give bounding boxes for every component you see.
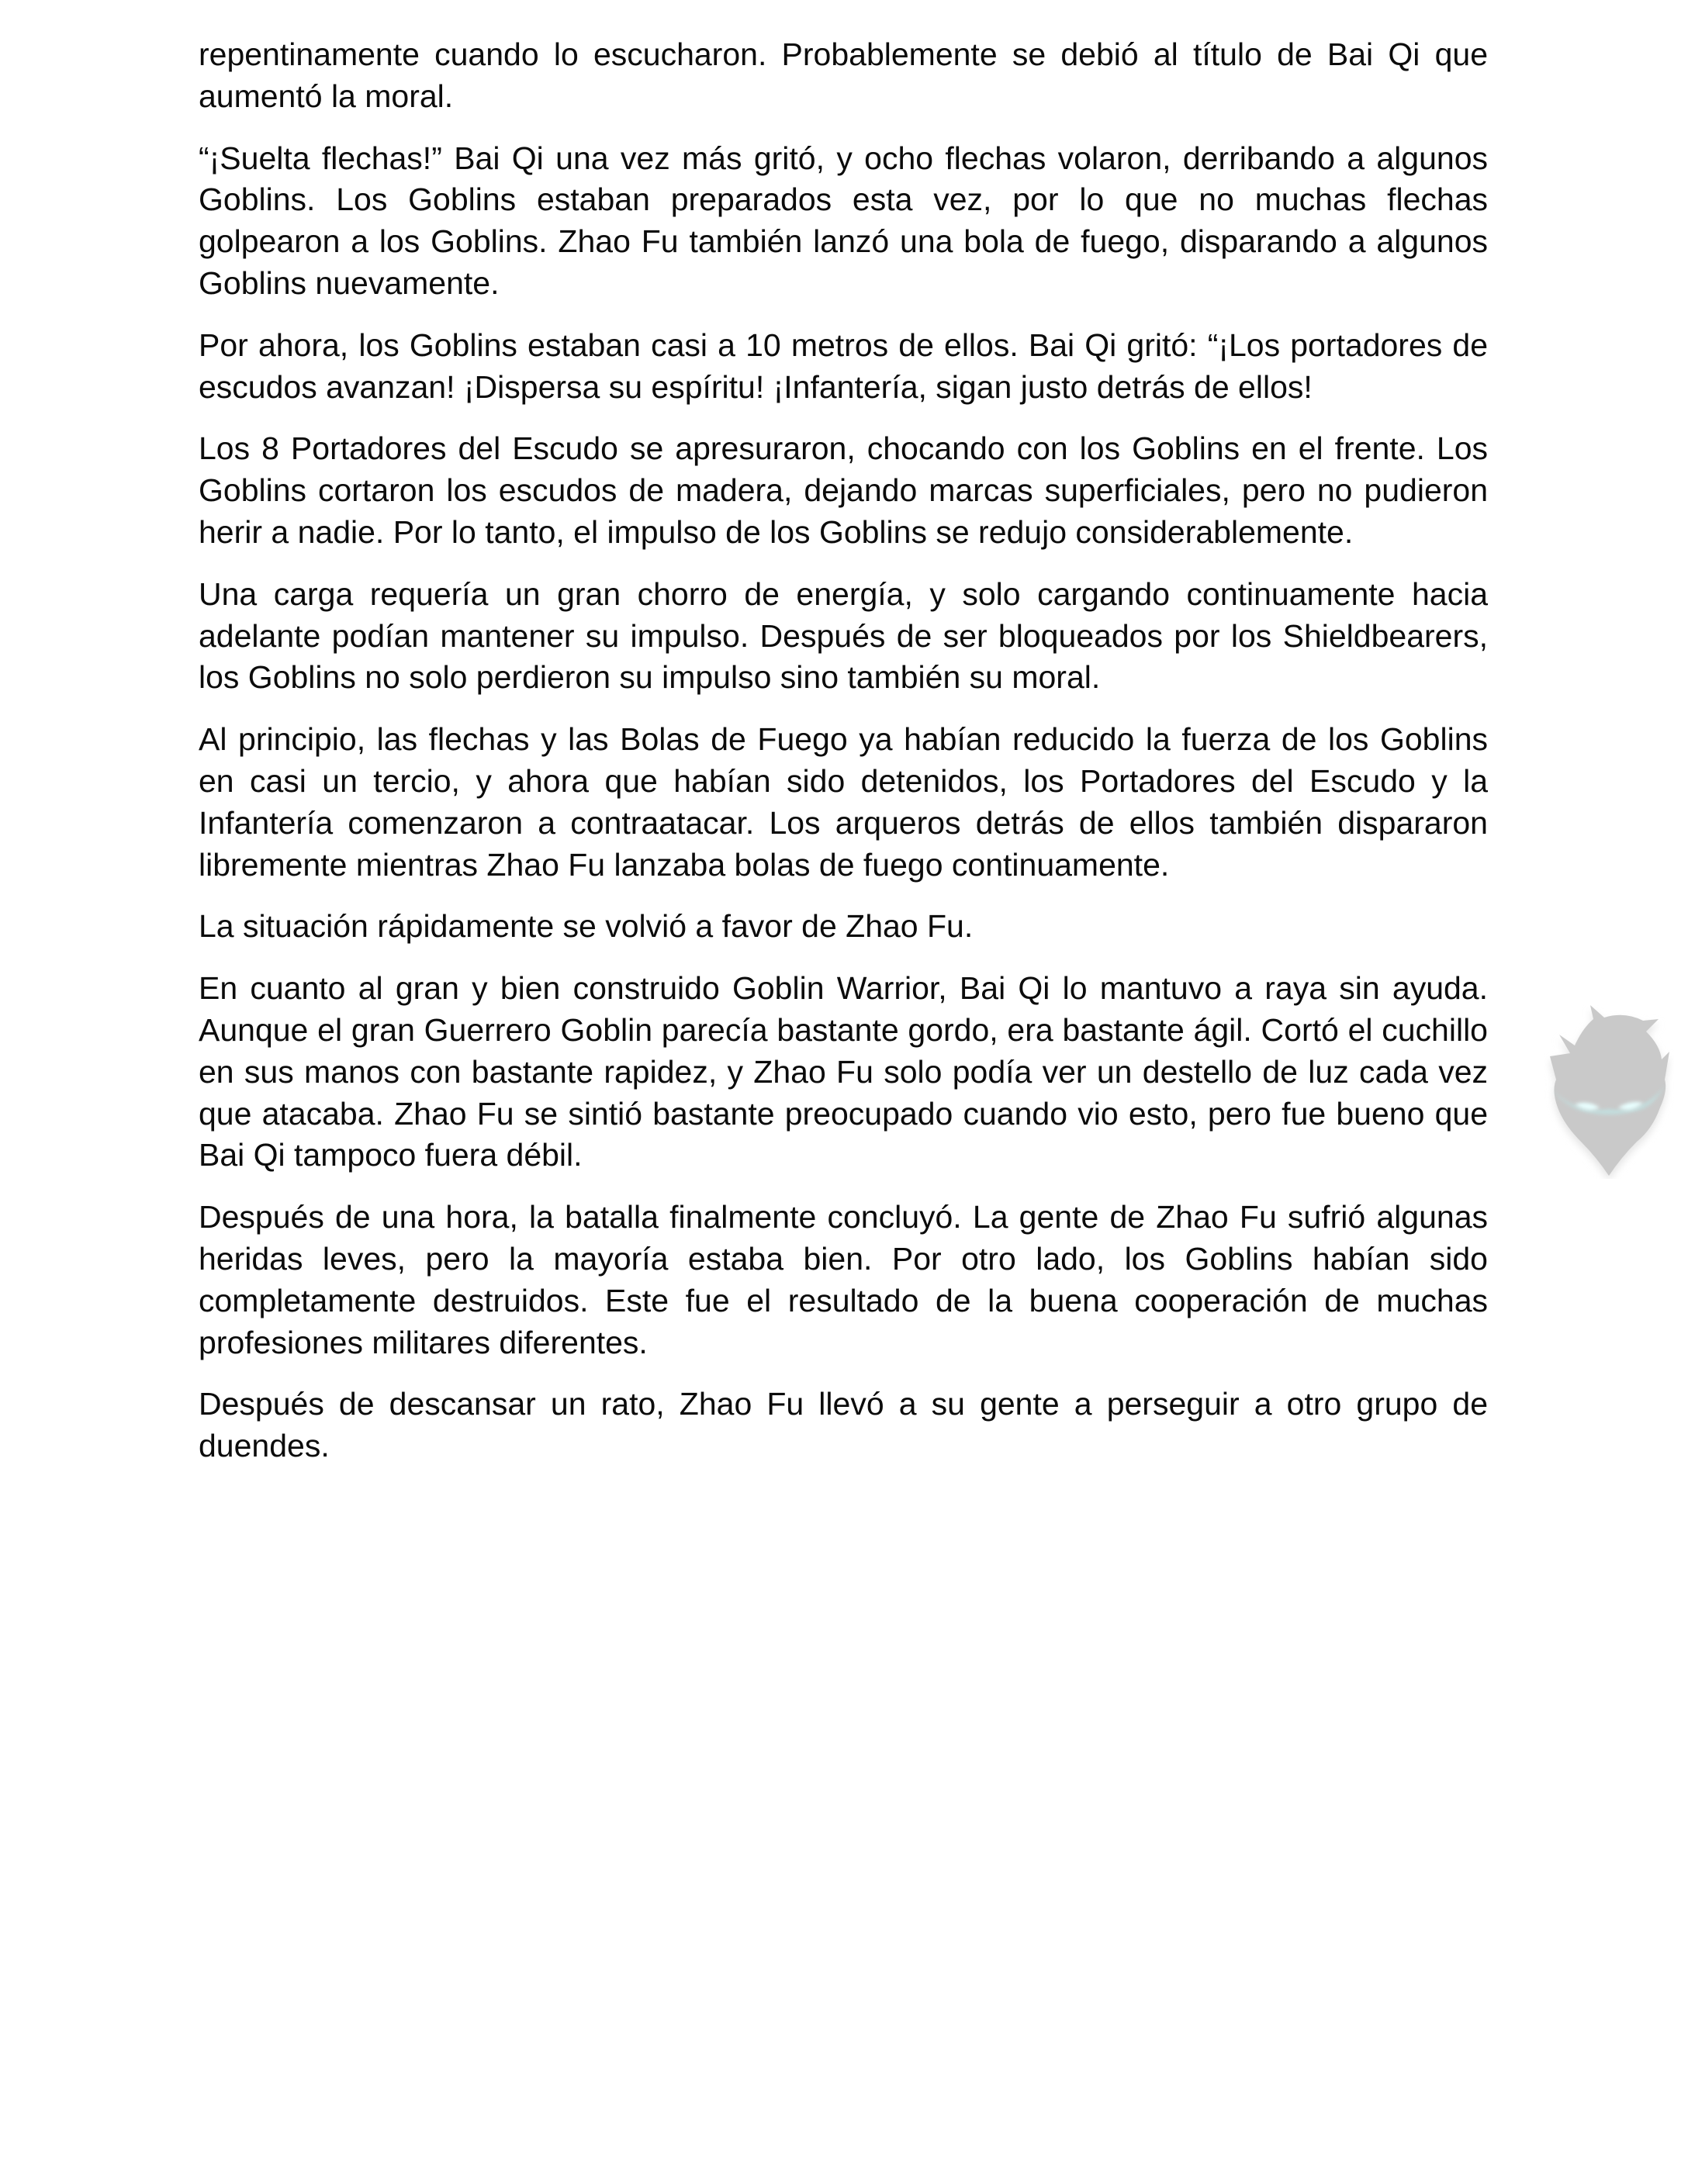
paragraph-4: Los 8 Portadores del Escudo se apresuraron, chocando con los Goblins en el frente. Los Goblins cortaron los escudos de madera, dejando marcas superficiales, pero no pudieron herir a nadie. Por lo tanto, el impulso de los Goblins se redujo considerablemente. <box>199 430 1488 550</box>
paragraph-3: Por ahora, los Goblins estaban casi a 10 metros de ellos. Bai Qi gritó: “¡Los portadores de escudos avanzan! ¡Dispersa su espíritu! ¡Infantería, sigan justo detrás de ellos! <box>199 327 1488 405</box>
paragraph-9: Después de una hora, la batalla finalmente concluyó. La gente de Zhao Fu sufrió algunas heridas leves, pero la mayoría estaba bien. Por otro lado, los Goblins habían sido completamente destruidos. Este fue el resultado de la buena cooperación de muchas profesiones militares diferentes. <box>199 1199 1488 1360</box>
paragraph-8: En cuanto al gran y bien construido Goblin Warrior, Bai Qi lo mantuvo a raya sin ayuda. Aunque el gran Guerrero Goblin parecía bastante gordo, era bastante ágil. Cortó el cuchillo en sus manos con bastante rapidez, y Zhao Fu solo podía ver un destello de luz cada vez que atacaba. Zhao Fu se sintió bastante preocupado cuando vio esto, pero fue bueno que Bai Qi tampoco fuera débil. <box>199 970 1488 1173</box>
paragraph-1: repentinamente cuando lo escucharon. Probablemente se debió al título de Bai Qi que aumentó la moral. <box>199 36 1488 114</box>
paragraph-7: La situación rápidamente se volvió a favor de Zhao Fu. <box>199 908 974 945</box>
paragraph-5: Una carga requería un gran chorro de energía, y solo cargando continuamente hacia adelante podían mantener su impulso. Después de ser bloqueados por los Shieldbearers, los Goblins no solo perdieron su impulso sino también su moral. <box>199 575 1488 696</box>
paragraph-6: Al principio, las flechas y las Bolas de Fuego ya habían reducido la fuerza de los Goblins en casi un tercio, y ahora que habían sido detenidos, los Portadores del Escudo y la Infantería comenzaron a contraatacar. Los arqueros detrás de ellos también dispararon libremente mientras Zhao Fu lanzaba bolas de fuego continuamente. <box>199 721 1488 883</box>
paragraph-2: “¡Suelta flechas!” Bai Qi una vez más gritó, y ocho flechas volaron, derribando a algunos Goblins. Los Goblins estaban preparados esta vez, por lo que no muchas flechas golpearon a los Goblins. Zhao Fu también lanzó una bola de fuego, disparando a algunos Goblins nuevamente. <box>199 140 1488 301</box>
demon-head-icon <box>1544 1005 1674 1179</box>
paragraph-10: Después de descansar un rato, Zhao Fu llevó a su gente a perseguir a otro grupo de duendes. <box>199 1386 1488 1464</box>
demon-head-icon-svg <box>1544 1005 1674 1179</box>
document-page <box>199 34 1488 1488</box>
